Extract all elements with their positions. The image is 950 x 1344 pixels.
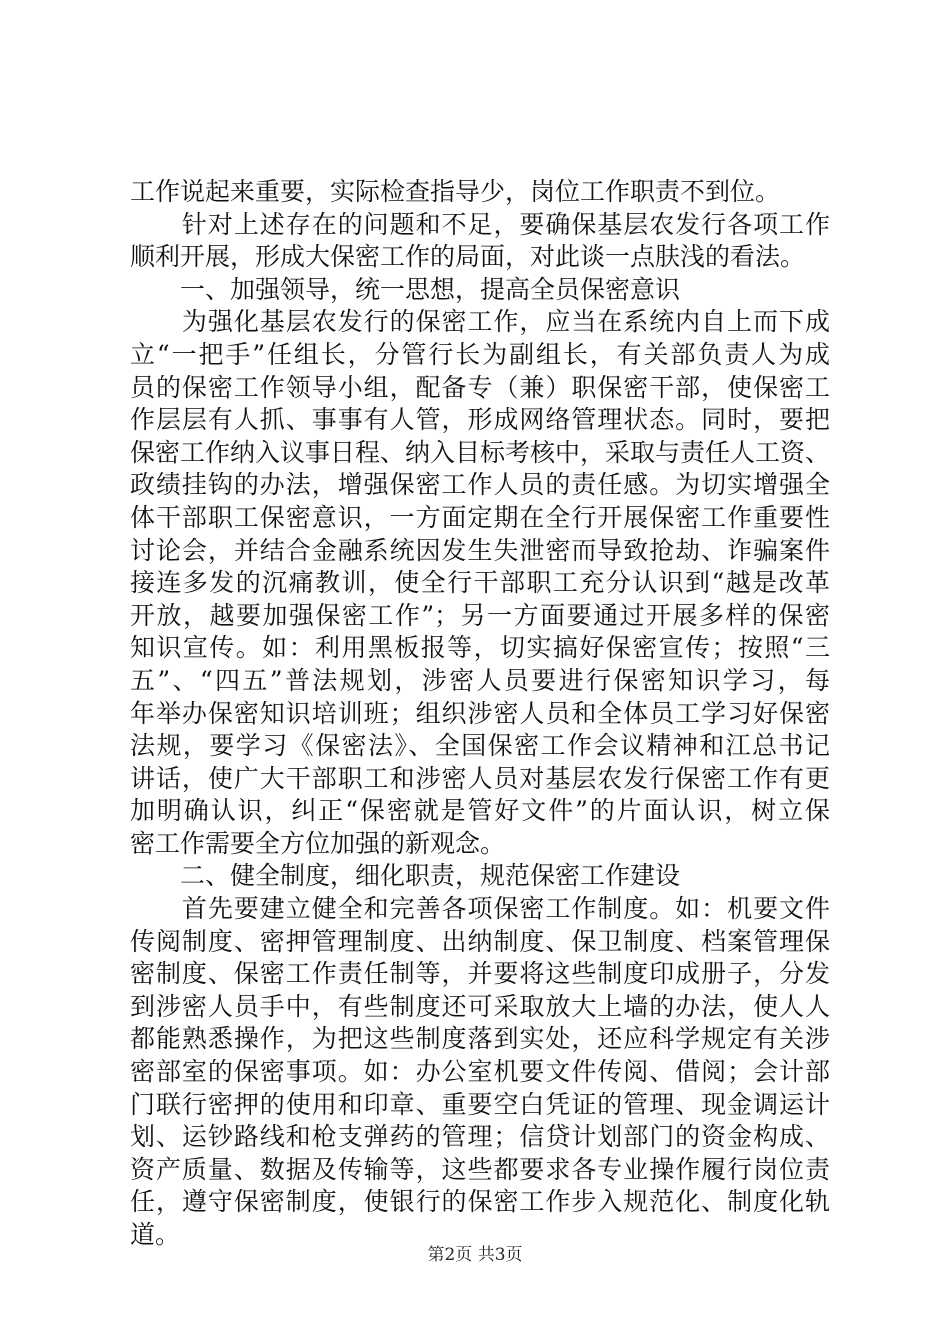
text-line: 到涉密人员手中，有些制度还可采取放大上墙的办法，使人人 bbox=[130, 991, 830, 1021]
text-line: 讨论会，并结合金融系统因发生失泄密而导致抢劫、诈骗案件 bbox=[130, 535, 830, 565]
text-line: 都能熟悉操作，为把这些制度落到实处，还应科学规定有关涉 bbox=[130, 1024, 830, 1054]
text-line: 保密工作纳入议事日程、纳入目标考核中，采取与责任人工资、 bbox=[130, 437, 831, 467]
text-line: 任，遵守保密制度，使银行的保密工作步入规范化、制度化轨 bbox=[130, 1187, 830, 1217]
text-line: 门联行密押的使用和印章、重要空白凭证的管理、现金调运计 bbox=[130, 1089, 830, 1119]
text-line: 密工作需要全方位加强的新观念。 bbox=[130, 828, 506, 858]
text-line: 针对上述存在的问题和不足，要确保基层农发行各项工作 bbox=[130, 209, 830, 239]
text-line: 一、加强领导，统一思想，提高全员保密意识 bbox=[130, 274, 681, 304]
text-line: 密部室的保密事项。如：办公室机要文件传阅、借阅；会计部 bbox=[130, 1057, 830, 1087]
text-line: 政绩挂钩的办法，增强保密工作人员的责任感。为切实增强全 bbox=[130, 470, 830, 500]
text-line: 五”、“四五”普法规划，涉密人员要进行保密知识学习，每 bbox=[130, 665, 830, 695]
text-line: 加明确认识，纠正“保密就是管好文件”的片面认识，树立保 bbox=[130, 796, 830, 826]
text-line: 为强化基层农发行的保密工作，应当在系统内自上而下成 bbox=[130, 307, 830, 337]
text-line: 二、健全制度，细化职责，规范保密工作建设 bbox=[130, 861, 681, 891]
text-line: 年举办保密知识培训班；组织涉密人员和全体员工学习好保密 bbox=[130, 698, 830, 728]
text-line: 密制度、保密工作责任制等，并要将这些制度印成册子，分发 bbox=[130, 959, 830, 989]
text-line: 传阅制度、密押管理制度、出纳制度、保卫制度、档案管理保 bbox=[130, 926, 830, 956]
text-line: 作层层有人抓、事事有人管，形成网络管理状态。同时，要把 bbox=[130, 405, 830, 435]
document-body bbox=[130, 176, 830, 1252]
text-line: 知识宣传。如：利用黑板报等，切实搞好保密宣传；按照“三 bbox=[130, 633, 830, 663]
text-line: 资产质量、数据及传输等，这些都要求各专业操作履行岗位责 bbox=[130, 1154, 830, 1184]
text-line: 法规，要学习《保密法》、全国保密工作会议精神和江总书记 bbox=[130, 731, 830, 761]
text-line: 讲话，使广大干部职工和涉密人员对基层农发行保密工作有更 bbox=[130, 763, 830, 793]
text-line: 划、运钞路线和枪支弹药的管理；信贷计划部门的资金构成、 bbox=[130, 1122, 830, 1152]
page-footer: 第2页 共3页 bbox=[427, 1245, 523, 1265]
text-line: 首先要建立健全和完善各项保密工作制度。如：机要文件 bbox=[130, 894, 830, 924]
text-line: 开放，越要加强保密工作”；另一方面要通过开展多样的保密 bbox=[130, 600, 830, 630]
text-line: 接连多发的沉痛教训，使全行干部职工充分认识到“越是改革 bbox=[130, 568, 830, 598]
text-line: 体干部职工保密意识，一方面定期在全行开展保密工作重要性 bbox=[130, 502, 830, 532]
text-line: 立“一把手”任组长，分管行长为副组长，有关部负责人为成 bbox=[130, 339, 830, 369]
text-line: 工作说起来重要，实际检查指导少，岗位工作职责不到位。 bbox=[130, 177, 781, 206]
text-line: 道。 bbox=[130, 1220, 181, 1249]
text-line: 顺利开展，形成大保密工作的局面，对此谈一点肤浅的看法。 bbox=[130, 242, 806, 272]
text-line: 员的保密工作领导小组，配备专（兼）职保密干部，使保密工 bbox=[130, 372, 830, 402]
